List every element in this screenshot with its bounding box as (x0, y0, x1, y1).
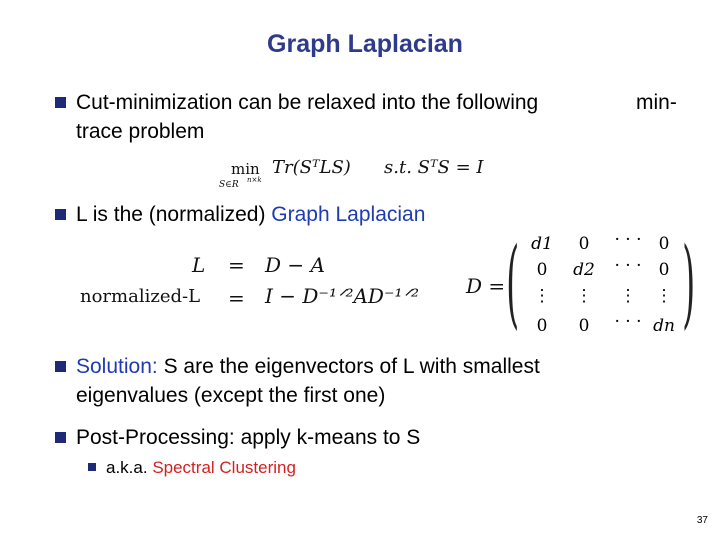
matrix-cell: d1 (531, 234, 553, 254)
matrix-cell: 0 (536, 316, 548, 336)
bullet-3-highlight: Solution: (76, 355, 158, 378)
page-number: 37 (696, 515, 708, 526)
matrix-cell: 0 (536, 260, 548, 280)
eq-normalized-rhs: I − D⁻¹ᐟ²AD⁻¹ᐟ² (265, 284, 420, 308)
matrix-cell: · · · (614, 230, 642, 250)
eq-normalized-lhs: normalized-L (80, 286, 201, 307)
matrix-cell: · · · (614, 312, 642, 332)
matrix-cell: ⋮ (619, 286, 637, 306)
eq-min-subscript: S∈R (219, 180, 239, 190)
bullet-marker (55, 432, 66, 443)
bullet-1-line-1: Cut-minimization can be relaxed into the following (76, 91, 539, 114)
slide-title: Graph Laplacian (267, 30, 463, 58)
matrix-cell: ⋮ (655, 286, 673, 306)
eq-l-rhs: D − A (265, 253, 325, 277)
eq-normalized-equals: = (228, 286, 245, 310)
matrix-cell: 0 (658, 234, 670, 254)
matrix-cell: d2 (573, 260, 595, 280)
matrix-right-paren: ) (682, 227, 696, 339)
sub-bullet-highlight: Spectral Clustering (152, 458, 296, 477)
matrix-cell: 0 (578, 316, 590, 336)
bullet-3-line-2: eigenvalues (except the first one) (76, 384, 386, 407)
matrix-cell: 0 (578, 234, 590, 254)
matrix-cell: ⋮ (575, 286, 593, 306)
sub-bullet-marker (88, 463, 96, 471)
sub-bullet-text (106, 454, 296, 482)
bullet-2-text (76, 201, 425, 229)
bullet-2-prefix: L is the (normalized) (76, 203, 272, 226)
bullet-marker (55, 361, 66, 372)
eq-trace-body: Tr(SᵀLS) (272, 157, 351, 178)
bullet-1-tail: min- (636, 91, 677, 114)
eq-l-equals: = (228, 253, 245, 277)
eq-l-lhs: L (192, 253, 206, 277)
matrix-cell: 0 (658, 260, 670, 280)
matrix-cell: ⋮ (533, 286, 551, 306)
eq-min: min (231, 160, 260, 178)
eq-d-lhs: D = (466, 274, 506, 298)
bullet-3-text: S are the eigenvectors of L with smallest (157, 355, 540, 378)
bullet-marker (55, 97, 66, 108)
matrix-cell: · · · (614, 256, 642, 276)
matrix-left-paren: ( (506, 227, 520, 339)
bullet-marker (55, 209, 66, 220)
bullet-4-text: Post-Processing: apply k-means to S (76, 426, 421, 449)
eq-constraint: s.t. SᵀS = I (384, 157, 484, 178)
eq-min-superscript: n×k (247, 176, 262, 184)
bullet-3-line-1 (76, 353, 540, 381)
matrix-cell: dn (653, 316, 675, 336)
sub-bullet-prefix: a.k.a. (106, 458, 153, 477)
bullet-1-line-2: trace problem (76, 120, 205, 143)
degree-matrix (508, 228, 698, 342)
bullet-2-highlight: Graph Laplacian (271, 203, 426, 226)
